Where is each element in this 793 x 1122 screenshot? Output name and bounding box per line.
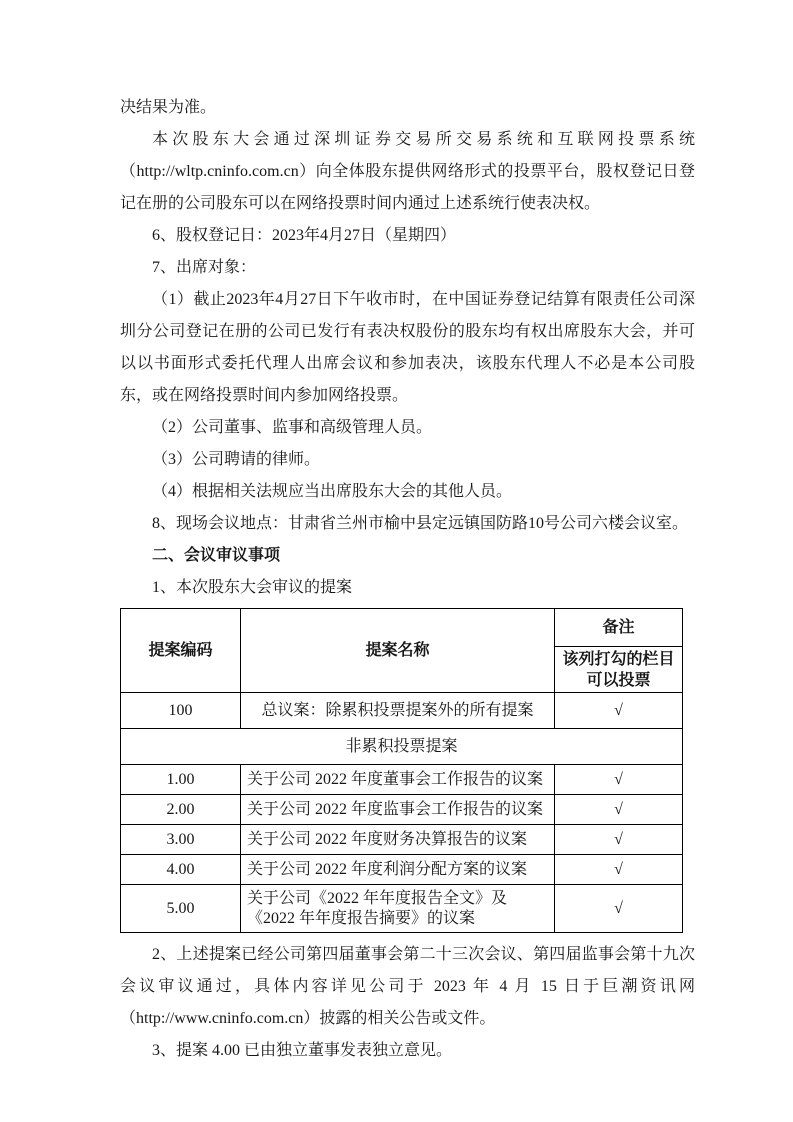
table-row-proposal-3: [121, 825, 683, 855]
proposal-code-cell: 100: [121, 693, 241, 729]
proposal-name-cell: 关于公司《2022 年年度报告全文》及《2022 年年度报告摘要》的议案: [241, 885, 555, 933]
paragraph-attendee-1: （1）截止2023年4月27日下午收市时，在中国证券登记结算有限责任公司深圳分公司登记在册的公司已发行有表决权股份的股东均有权出席股东大会，并可以以书面形式委托代理人出席会议和参加表决，该股东代理人不必是本公司股东，或在网络投票时间内参加网络投票。: [120, 291, 695, 404]
line-attendee-4: （4）根据相关法规应当出席股东大会的其他人员。: [152, 483, 513, 500]
closing-section: [120, 939, 695, 1067]
proposal-name-cell: 关于公司 2022 年度财务决算报告的议案: [241, 825, 555, 855]
paragraph-board-approval: 2、上述提案已经公司第四届董事会第二十三次会议、第四届监事会第十九次会议审议通过，具体内容详见公司于 2023 年 4 月 15 日于巨潮资讯网（http://www.cninfo.com.cn）披露的相关公告或文件。: [120, 946, 695, 1027]
line-attendees-heading: 7、出席对象：: [152, 259, 257, 276]
proposal-name-cell: 关于公司 2022 年度董事会工作报告的议案: [241, 765, 555, 795]
line-proposals-intro: 1、本次股东大会审议的提案: [152, 579, 353, 596]
vote-check-cell: √: [555, 693, 683, 729]
line-meeting-venue: 8、现场会议地点：甘肃省兰州市榆中县定远镇国防路10号公司六楼会议室。: [152, 515, 689, 532]
proposal-name-cell: 关于公司 2022 年度监事会工作报告的议案: [241, 795, 555, 825]
proposal-code-cell: 3.00: [121, 825, 241, 855]
line-independent-opinion: 3、提案 4.00 已由独立董事发表独立意见。: [152, 1042, 453, 1059]
vote-check-cell: √: [555, 855, 683, 885]
proposal-code-cell: 5.00: [121, 885, 241, 933]
table-group-row-non-cumulative: [121, 729, 683, 765]
table-row-proposal-5: [121, 885, 683, 933]
header-remark: 备注: [555, 609, 683, 647]
vote-check-cell: √: [555, 765, 683, 795]
table-row-proposal-1: [121, 765, 683, 795]
proposal-code-cell: 2.00: [121, 795, 241, 825]
proposal-code-cell: 1.00: [121, 765, 241, 795]
section-heading-review-items: 二、会议审议事项: [152, 547, 281, 564]
vote-check-cell: √: [555, 825, 683, 855]
paragraph-continuation: 决结果为准。: [120, 99, 217, 116]
header-proposal-code: 提案编码: [121, 609, 241, 693]
proposals-table: [120, 608, 683, 933]
table-header-row: [121, 609, 683, 647]
line-record-date: 6、股权登记日：2023年4月27日（星期四）: [152, 227, 457, 244]
table-row-general-proposal: [121, 693, 683, 729]
line-attendee-3: （3）公司聘请的律师。: [152, 451, 321, 468]
proposal-code-cell: 4.00: [121, 855, 241, 885]
table-row-proposal-4: [121, 855, 683, 885]
table-row-proposal-2: [121, 795, 683, 825]
line-attendee-2: （2）公司董事、监事和高级管理人员。: [152, 419, 433, 436]
proposal-name-cell: 总议案：除累积投票提案外的所有提案: [241, 693, 555, 729]
header-remark-note: 该列打勾的栏目可以投票: [555, 647, 683, 693]
vote-check-cell: √: [555, 795, 683, 825]
paragraph-network-voting: 本次股东大会通过深圳证券交易所交易系统和互联网投票系统（http://wltp.cninfo.com.cn）向全体股东提供网络形式的投票平台，股权登记日登记在册的公司股东可以在网络投票时间内通过上述系统行使表决权。: [120, 131, 695, 212]
vote-check-cell: √: [555, 885, 683, 933]
group-row-label: 非累积投票提案: [121, 729, 683, 765]
proposal-name-cell: 关于公司 2022 年度利润分配方案的议案: [241, 855, 555, 885]
header-proposal-name: 提案名称: [241, 609, 555, 693]
